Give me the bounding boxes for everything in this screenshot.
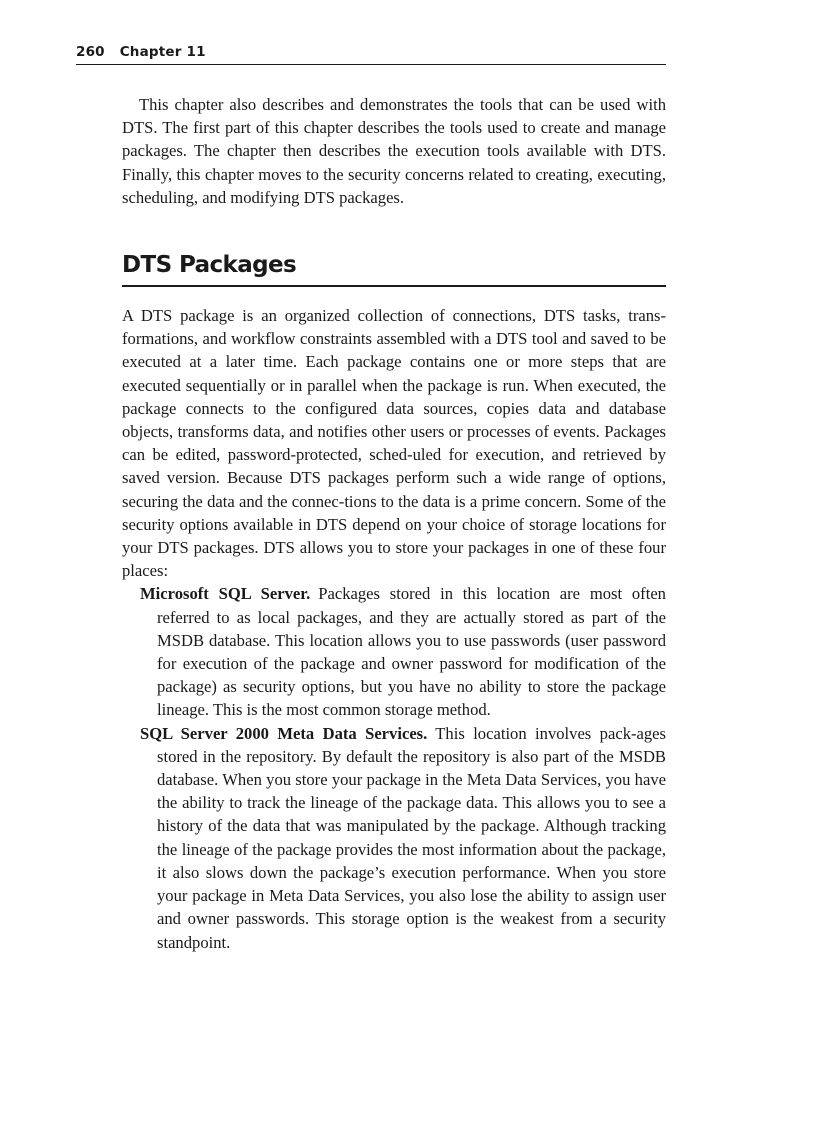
page-number: 260 <box>76 44 105 60</box>
intro-paragraph: This chapter also describes and demonstrates the tools that can be used with DTS. The first part of this chapter describes the tools used to create and manage packages. The chapter then describes the execution tools available with DTS. Finally, this chapter moves to the security concerns related to creating, executing, scheduling, and modifying DTS packages. <box>122 95 666 207</box>
storage-option-sql-server <box>122 582 666 721</box>
storage-option-description: Packages stored in this location are most often referred to as local packages, and they are actually stored as part of the MSDB database. This location allows you to use passwords (user password for execution of the package and owner password for modification of the package) as security options, but you have no ability to store the package lineage. This is the most common storage method. <box>157 584 666 720</box>
section-heading: DTS Packages <box>122 251 666 287</box>
storage-option-term: Microsoft SQL Server. <box>140 584 311 604</box>
section-paragraph: A DTS package is an organized collection of connections, DTS tasks, trans-formations, and workflow constraints assembled with a DTS tool and saved to be executed at a later time. Each package contains one or more steps that are executed sequentially or in parallel when the package is run. When executed, the package connects to the configured data sources, copies data and database objects, transforms data, and notifies other users or processes of events. Packages can be edited, password-protected, sched-uled for execution, and retrieved by saved version. Because DTS packages perform such a wide range of options, securing the data and the connec-tions to the data is a prime concern. Some of the security options available in DTS depend on your choice of storage locations for your DTS packages. DTS allows you to store your packages in one of these four places: <box>122 306 666 581</box>
storage-option-term: SQL Server 2000 Meta Data Services. <box>140 723 428 743</box>
chapter-label: Chapter 11 <box>119 44 206 60</box>
page-body <box>122 93 666 954</box>
storage-option-meta-data-services <box>122 722 666 954</box>
storage-option-description: This location involves pack-ages stored in the repository. By default the repository is also part of the MSDB database. When you store your package in the Meta Data Services, you have the ability to track the lineage of the package data. This allows you to see a history of the data that was manipulated by the package. Although tracking the lineage of the package provides the most information about the package, it also slows down the package’s execution performance. When you store your package in Meta Data Services, you also lose the ability to assign user and owner passwords. This storage option is the weakest from a security standpoint. <box>157 723 666 952</box>
running-head <box>76 44 666 65</box>
